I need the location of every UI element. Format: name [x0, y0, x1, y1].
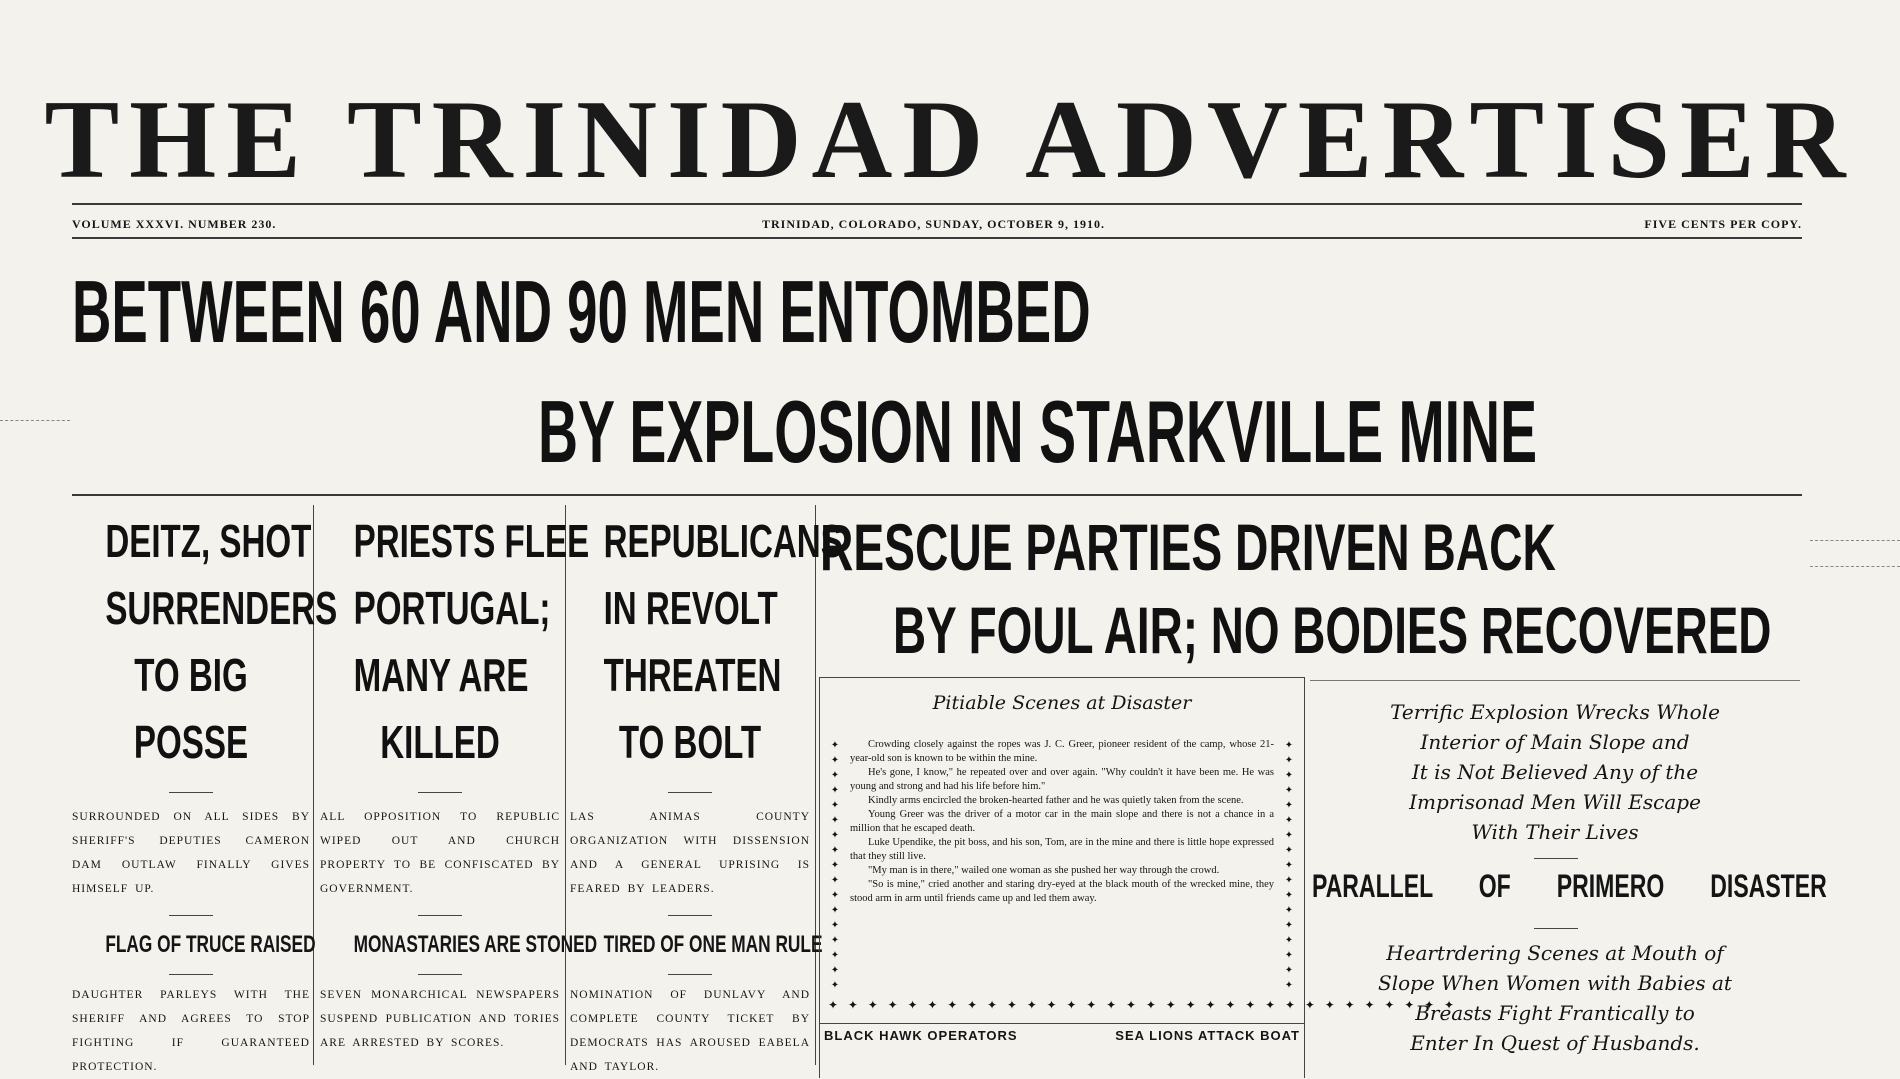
column-headline-line: POSSE	[133, 716, 249, 768]
story-column-republicans	[570, 508, 843, 1079]
column-headline-line: IN REVOLT	[603, 582, 778, 634]
column-subhead: MONASTARIES ARE STONED	[353, 931, 598, 958]
rescue-headline-line1: RESCUE PARTIES DRIVEN BACK	[820, 510, 1556, 584]
star-ornament: ✦	[830, 965, 840, 976]
dateline: TRINIDAD, COLORADO, SUNDAY, OCTOBER 9, 1910.	[762, 217, 1105, 231]
star-ornament: ✦	[830, 980, 840, 991]
star-ornament: ✦	[1284, 860, 1294, 871]
star-ornament: ✦	[1284, 965, 1294, 976]
column-deck-2: NOMINATION OF DUNLAVY AND COMPLETE COUNTY TICKET BY DEMOCRATS HAS AROUSED EABELA AND TAYLOR.	[570, 989, 810, 1073]
box-bottom-headlines	[820, 1023, 1304, 1043]
right-deck-line: With Their Lives	[1471, 820, 1639, 844]
star-ornament: ✦	[1284, 740, 1294, 751]
star-ornament: ✦	[1284, 815, 1294, 826]
right-deck-line: Breasts Fight Frantically to	[1415, 1001, 1695, 1025]
star-border-left	[828, 738, 842, 993]
column-headline-line: DEITZ, SHOT	[105, 515, 312, 567]
star-ornament: ✦	[1284, 845, 1294, 856]
story-column-deitz	[72, 508, 338, 1079]
star-border-right	[1282, 738, 1296, 993]
main-headline-line1: BETWEEN 60 AND 90 MEN ENTOMBED	[72, 262, 1091, 361]
box-title: Pitiable Scenes at Disaster	[932, 692, 1192, 714]
star-ornament: ✦	[830, 785, 840, 796]
column-deck-2: SEVEN MONARCHICAL NEWSPAPERS SUSPEND PUBLICATION AND TORIES ARE ARRESTED BY SCORES.	[320, 989, 560, 1049]
column-headline-line: PRIESTS FLEE	[353, 515, 590, 567]
star-ornament: ✦	[830, 950, 840, 961]
star-ornament: ✦	[830, 935, 840, 946]
star-ornament: ✦	[1284, 905, 1294, 916]
star-ornament: ✦	[1284, 920, 1294, 931]
short-rule	[668, 974, 712, 975]
box-paragraph: Young Greer was the driver of a motor car in the main slope and there is not a chance in a million that he escaped death.	[850, 809, 1274, 834]
box-paragraph: Crowding closely against the ropes was J. C. Greer, pioneer resident of the camp, whose 21-year-old son is known to be within the mine.	[850, 739, 1274, 764]
bottom-headline-right: SEA LIONS ATTACK BOAT	[1115, 1028, 1300, 1043]
star-ornament: ✦	[1284, 980, 1294, 991]
star-ornament: ✦	[830, 770, 840, 781]
star-ornament: ✦	[830, 800, 840, 811]
column-divider-2	[565, 505, 566, 1065]
right-subhead: PARALLEL OF PRIMERO DISASTER	[1312, 868, 1827, 904]
dateline-bar	[72, 217, 1802, 233]
short-rule	[418, 792, 462, 793]
column-headline-line: PORTUGAL;	[353, 582, 551, 634]
scan-artifact	[0, 420, 70, 421]
column-headline-line: THREATEN	[603, 649, 782, 701]
right-deck-1	[1310, 697, 1800, 847]
scan-artifact	[1810, 566, 1900, 567]
column-subhead: TIRED OF ONE MAN RULE	[603, 931, 823, 958]
right-top-rule	[1310, 680, 1800, 681]
short-rule	[418, 915, 462, 916]
right-deck-line: Imprisonad Men Will Escape	[1409, 790, 1701, 814]
column-subhead: FLAG OF TRUCE RAISED	[105, 931, 316, 958]
right-deck-line: Slope When Women with Babies at	[1378, 971, 1732, 995]
short-rule	[418, 974, 462, 975]
short-rule	[169, 974, 213, 975]
right-deck-2	[1310, 938, 1800, 1058]
star-ornament: ✦	[830, 755, 840, 766]
star-ornament: ✦	[1284, 875, 1294, 886]
masthead-rule-top	[72, 203, 1802, 205]
star-ornament: ✦	[830, 815, 840, 826]
star-ornament: ✦	[1284, 935, 1294, 946]
short-rule	[668, 915, 712, 916]
right-deck-line: It is Not Believed Any of the	[1411, 760, 1699, 784]
star-ornament: ✦	[830, 740, 840, 751]
column-headline-line: REPUBLICANS	[603, 515, 843, 567]
star-ornament: ✦	[1284, 950, 1294, 961]
column-deck: ALL OPPOSITION TO REPUBLIC WIPED OUT AND CHURCH PROPERTY TO BE CONFISCATED BY GOVERNMENT.	[320, 811, 560, 895]
main-headline-line2: BY EXPLOSION IN STARKVILLE MINE	[538, 382, 1538, 481]
star-ornament: ✦	[1284, 785, 1294, 796]
star-ornament: ✦	[830, 920, 840, 931]
masthead-title: THE TRINIDAD ADVERTISER	[44, 78, 1856, 202]
star-ornament: ✦	[830, 830, 840, 841]
scan-artifact	[1810, 540, 1900, 541]
short-rule	[1534, 858, 1578, 859]
box-paragraph: Kindly arms encircled the broken-hearted father and he was quietly taken from the scene.	[868, 795, 1244, 806]
box-body	[850, 738, 1274, 906]
star-ornament: ✦	[1284, 830, 1294, 841]
star-border-bottom: ✦ ✦ ✦ ✦ ✦ ✦ ✦ ✦ ✦ ✦ ✦ ✦ ✦ ✦ ✦ ✦ ✦ ✦ ✦ ✦ ✦ ✦ ✦ ✦ ✦ ✦ ✦ ✦ ✦ ✦ ✦ ✦	[828, 998, 1457, 1012]
box-paragraph: Luke Upendike, the pit boss, and his son, Tom, are in the mine and there is little hope expressed that they still live.	[850, 837, 1274, 862]
bottom-headline-left: BLACK HAWK OPERATORS	[824, 1028, 1018, 1043]
column-headline-line: KILLED	[380, 716, 500, 768]
pitiable-scenes-box	[819, 677, 1457, 1078]
column-deck: SURROUNDED ON ALL SIDES BY SHERIFF'S DEPUTIES CAMERON DAM OUTLAW FINALLY GIVES HIMSELF UP.	[72, 811, 310, 895]
short-rule	[1534, 928, 1578, 929]
star-ornament: ✦	[1284, 755, 1294, 766]
column-headline-line: SURRENDERS	[105, 582, 338, 634]
star-ornament: ✦	[830, 860, 840, 871]
star-ornament: ✦	[830, 905, 840, 916]
star-ornament: ✦	[1284, 800, 1294, 811]
short-rule	[169, 915, 213, 916]
star-ornament: ✦	[830, 890, 840, 901]
short-rule	[668, 792, 712, 793]
box-paragraph: "So is mine," cried another and staring dry-eyed at the black mouth of the wrecked mine, they stood arm in arm until friends came up and led them away.	[850, 879, 1274, 904]
short-rule	[169, 792, 213, 793]
story-column-portugal	[320, 508, 598, 1055]
right-deck-line: Heartrdering Scenes at Mouth of	[1386, 941, 1724, 965]
right-deck-line: Interior of Main Slope and	[1420, 730, 1690, 754]
column-deck-2: DAUGHTER PARLEYS WITH THE SHERIFF AND AGREES TO STOP FIGHTING IF GUARANTEED PROTECTION.	[72, 989, 310, 1073]
masthead-rule-bottom	[72, 237, 1802, 239]
star-ornament: ✦	[830, 875, 840, 886]
column-headline-line: MANY ARE	[353, 649, 529, 701]
right-deck-line: Terrific Explosion Wrecks Whole	[1390, 700, 1720, 724]
volume-number: VOLUME XXXVI. NUMBER 230.	[72, 217, 277, 231]
star-ornament: ✦	[1284, 770, 1294, 781]
price: FIVE CENTS PER COPY.	[1644, 217, 1802, 231]
right-deck-line: Enter In Quest of Husbands.	[1410, 1031, 1700, 1055]
headline-rule	[72, 494, 1802, 496]
star-ornament: ✦	[1284, 890, 1294, 901]
star-ornament: ✦	[830, 845, 840, 856]
column-headline-line: TO BIG	[134, 649, 248, 701]
box-paragraph: "My man is in there," wailed one woman as she pushed her way through the crowd.	[868, 865, 1220, 876]
box-paragraph: He's gone, I know," he repeated over and over again. "Why couldn't it have been me. He was young and strong and had his life before him."	[850, 767, 1274, 792]
rescue-headline-line2: BY FOUL AIR; NO BODIES RECOVERED	[893, 593, 1772, 667]
column-headline-line: TO BOLT	[618, 716, 762, 768]
column-divider-3	[815, 505, 816, 1065]
column-deck: LAS ANIMAS COUNTY ORGANIZATION WITH DISSENSION AND A GENERAL UPRISING IS FEARED BY LEADERS.	[570, 811, 810, 895]
